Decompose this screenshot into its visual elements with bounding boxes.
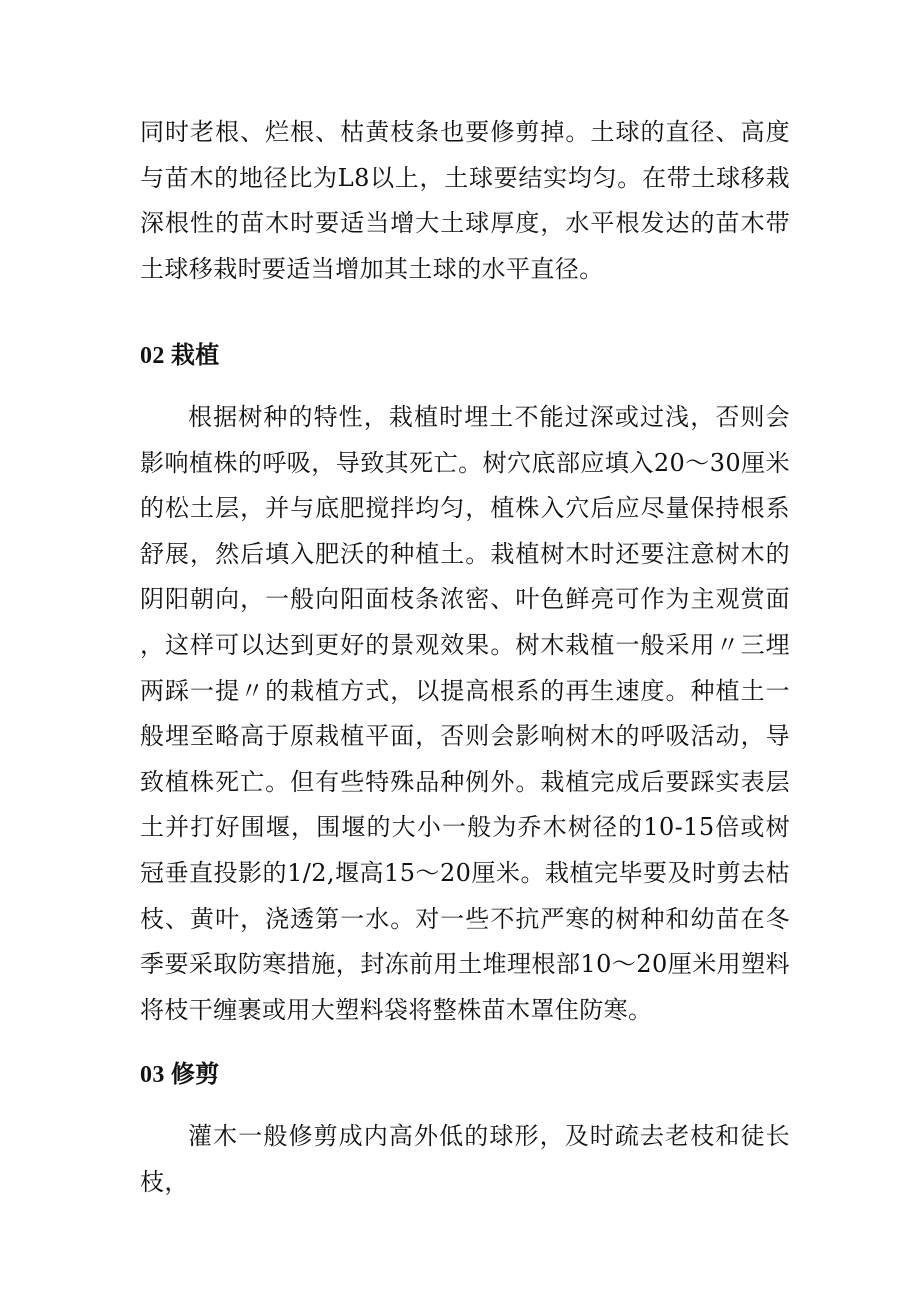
section-heading-pruning bbox=[140, 1051, 220, 1099]
paragraph-planting: 根据树种的特性，栽植时埋土不能过深或过浅，否则会影响植株的呼吸，导致其死亡。树穴底部应填入20～30厘米的松土层，并与底肥搅拌均匀，植株入穴后应尽量保持根系舒展，然后填入肥沃的种植土。栽植树木时还要注意树木的阴阳朝向，一般向阳面枝条浓密、叶色鲜亮可作为主观赏面，这样可以达到更好的景观效果。树木栽植一般采用〃三埋两踩一提〃的栽植方式，以提高根系的再生速度。种植土一般埋至略高于原栽植平面，否则会影响树木的呼吸活动，导致植株死亡。但有些特殊品种例外。栽植完成后要踩实表层土并打好围堰，围堰的大小一般为乔木树径的10-15倍或树冠垂直投影的1/2,堰高15～20厘米。栽植完毕要及时剪去枯枝、黄叶，浇透第一水。对一些不抗严寒的树种和幼苗在冬季要采取防寒措施，封冻前用土堆理根部10～20厘米用塑料将枝干缠裹或用大塑料袋将整株苗木罩住防寒。 bbox=[140, 403, 790, 1024]
section-number: 02 bbox=[140, 343, 165, 369]
paragraph-pruning: 灌木一般修剪成内高外低的球形，及时疏去老枝和徒长枝， bbox=[140, 1122, 790, 1196]
section-number: 03 bbox=[140, 1062, 165, 1088]
paragraph-root-ball: 同时老根、烂根、枯黄枝条也要修剪掉。土球的直径、高度与苗木的地径比为L8以上，土球要结实均匀。在带土球移栽深根性的苗木时要适当增大土球厚度，水平根发达的苗木带土球移栽时要适当增加其土球的水平直径。 bbox=[140, 118, 790, 283]
section-title: 栽植 bbox=[170, 340, 220, 369]
section-title: 修剪 bbox=[170, 1059, 220, 1088]
section-heading-planting bbox=[140, 332, 220, 380]
